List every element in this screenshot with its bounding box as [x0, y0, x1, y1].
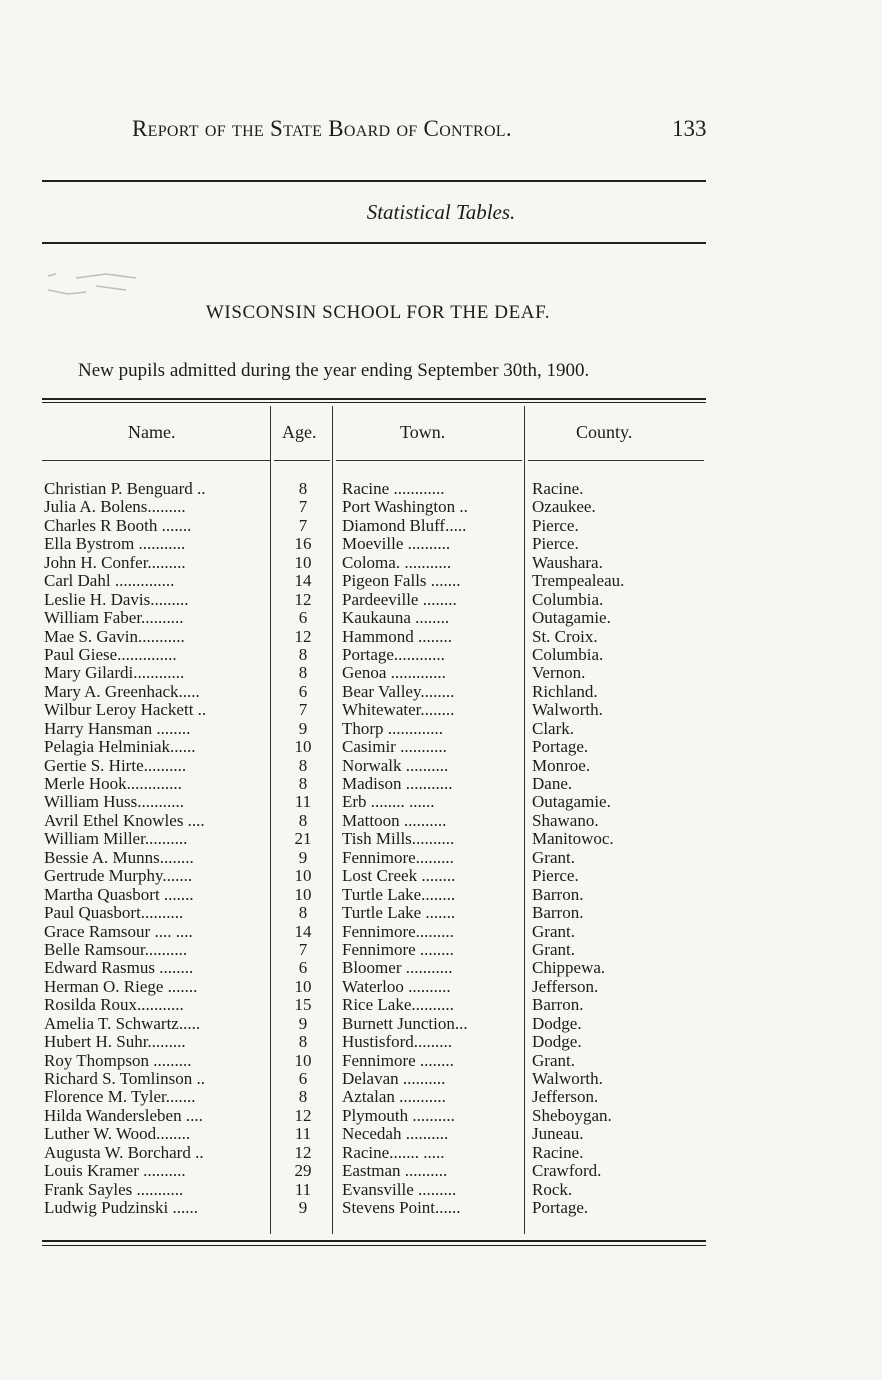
- institution-title: WISCONSIN SCHOOL FOR THE DEAF.: [205, 302, 551, 323]
- pupil-name: Wilbur Leroy Hackett ..: [44, 700, 207, 720]
- pupil-name: William Miller..........: [44, 829, 188, 849]
- pupil-name: Charles R Booth .......: [44, 515, 192, 535]
- pupil-name: Augusta W. Borchard ..: [44, 1142, 204, 1162]
- pupil-county: Rock.: [532, 1179, 573, 1199]
- header-underline: [274, 460, 330, 461]
- pupil-town: Norwalk ..........: [342, 755, 449, 775]
- pupil-town: Pigeon Falls .......: [342, 571, 461, 591]
- pupil-county: Racine.: [532, 1142, 584, 1162]
- header-rule-bottom: [42, 242, 706, 244]
- pupil-name: Louis Kramer ..........: [44, 1161, 186, 1181]
- pupil-town: Racine ............: [342, 479, 445, 498]
- table-row: [42, 498, 706, 516]
- pupil-age: 6: [298, 681, 308, 701]
- pupil-age: 10: [294, 737, 312, 757]
- pupil-age: 8: [298, 1032, 308, 1052]
- pupil-county: Columbia.: [532, 644, 604, 664]
- table-top-rule: [42, 398, 706, 400]
- pupil-county: Pierce.: [532, 534, 579, 554]
- pupil-age: 7: [298, 497, 308, 517]
- pupil-name: Herman O. Riege .......: [44, 976, 198, 996]
- pupil-name: Frank Sayles ...........: [44, 1179, 184, 1199]
- table-row: [42, 959, 706, 977]
- table-row: [42, 591, 706, 609]
- pupil-name: Luther W. Wood........: [44, 1124, 191, 1144]
- pupil-county: Racine.: [532, 479, 584, 498]
- pupil-age: 14: [294, 571, 312, 591]
- pupil-age: 16: [294, 534, 312, 554]
- pupil-age: 8: [298, 1087, 308, 1107]
- pupil-county: Monroe.: [532, 755, 591, 775]
- pupil-name: Richard S. Tomlinson ..: [44, 1069, 205, 1088]
- pupil-town: Genoa .............: [342, 663, 446, 683]
- pupil-town: Turtle Lake .......: [342, 903, 456, 923]
- pupil-age: 11: [294, 1179, 312, 1199]
- pupil-town: Whitewater........: [342, 700, 455, 720]
- table-bottom-rule: [42, 1240, 706, 1242]
- pupil-town: Bear Valley........: [342, 681, 455, 701]
- pupil-county: Portage.: [532, 1198, 589, 1218]
- table-row: [42, 1052, 706, 1070]
- table-bottom-rule-2: [42, 1245, 706, 1246]
- pupil-age: 9: [298, 847, 308, 867]
- pupils-table: [42, 398, 706, 1248]
- pupil-name: Paul Giese..............: [44, 644, 177, 664]
- header-rule-top: [42, 180, 706, 182]
- pupil-name: Julia A. Bolens.........: [44, 497, 186, 517]
- table-row: [42, 1107, 706, 1125]
- pupil-town: Fennimore.........: [342, 847, 454, 867]
- table-row: [42, 923, 706, 941]
- pupil-town: Waterloo ..........: [342, 976, 451, 996]
- pupil-age: 12: [294, 1105, 312, 1125]
- pupil-age: 8: [298, 479, 308, 498]
- pupil-county: Richland.: [532, 681, 598, 701]
- table-row: [42, 738, 706, 756]
- pupil-county: St. Croix.: [532, 626, 598, 646]
- table-row: [42, 757, 706, 775]
- pupil-county: Grant.: [532, 939, 575, 959]
- pupil-age: 9: [298, 718, 308, 738]
- header-name: Name.: [128, 422, 176, 442]
- pupil-town: Hustisford.........: [342, 1032, 453, 1052]
- pupil-age: 14: [294, 921, 312, 941]
- table-row: [42, 609, 706, 627]
- pupil-town: Delavan ..........: [342, 1069, 446, 1088]
- pupil-county: Walworth.: [532, 700, 603, 720]
- pupil-name: Edward Rasmus ........: [44, 958, 194, 978]
- pupil-name: Mary Gilardi............: [44, 663, 185, 683]
- pupil-county: Ozaukee.: [532, 497, 596, 517]
- table-row: [42, 830, 706, 848]
- pupil-county: Chippewa.: [532, 958, 606, 978]
- pupil-name: Gertrude Murphy.......: [44, 866, 193, 886]
- pupil-name: Leslie H. Davis.........: [44, 589, 189, 609]
- pupil-town: Fennimore.........: [342, 921, 454, 941]
- table-row: [42, 904, 706, 922]
- pupil-town: Casimir ...........: [342, 737, 447, 757]
- pupil-county: Dodge.: [532, 1032, 582, 1052]
- pupil-county: Crawford.: [532, 1161, 602, 1181]
- ink-smudge: [46, 268, 146, 302]
- pupil-name: Paul Quasbort..........: [44, 903, 184, 923]
- pupil-county: Barron.: [532, 995, 584, 1015]
- pupil-town: Portage............: [342, 644, 445, 664]
- pupil-town: Moeville ..........: [342, 534, 451, 554]
- pupil-age: 9: [298, 1198, 308, 1218]
- table-row: [42, 572, 706, 590]
- table-row: [42, 683, 706, 701]
- pupil-age: 21: [294, 829, 312, 849]
- table-body: [42, 480, 706, 1218]
- pupil-town: Diamond Bluff.....: [342, 515, 467, 535]
- header-town: Town.: [400, 422, 446, 442]
- table-row: [42, 1088, 706, 1106]
- pupil-name: Grace Ramsour .... ....: [44, 921, 193, 941]
- table-row: [42, 720, 706, 738]
- table-row: [42, 1125, 706, 1143]
- pupil-age: 8: [298, 755, 308, 775]
- pupil-age: 12: [294, 1142, 312, 1162]
- pupil-town: Necedah ..........: [342, 1124, 449, 1144]
- pupil-age: 10: [294, 976, 312, 996]
- pupil-town: Thorp .............: [342, 718, 444, 738]
- table-row: [42, 793, 706, 811]
- pupil-county: Dane.: [532, 774, 573, 793]
- pupil-age: 11: [294, 1124, 312, 1144]
- pupil-age: 6: [298, 958, 308, 978]
- pupil-county: Walworth.: [532, 1069, 603, 1088]
- pupil-name: Avril Ethel Knowles ....: [44, 810, 205, 830]
- pupil-age: 10: [294, 552, 312, 572]
- pupil-county: Columbia.: [532, 589, 604, 609]
- pupil-town: Aztalan ...........: [342, 1087, 446, 1107]
- pupil-age: 8: [298, 644, 308, 664]
- pupil-name: Gertie S. Hirte..........: [44, 755, 187, 775]
- pupil-county: Dodge.: [532, 1013, 582, 1033]
- pupil-town: Bloomer ...........: [342, 958, 453, 978]
- pupil-county: Juneau.: [532, 1124, 584, 1144]
- table-row: [42, 628, 706, 646]
- table-row: [42, 554, 706, 572]
- pupil-town: Madison ...........: [342, 774, 453, 793]
- pupil-name: Christian P. Benguard ..: [44, 479, 206, 498]
- pupil-town: Burnett Junction...: [342, 1013, 468, 1033]
- pupil-age: 7: [298, 515, 308, 535]
- pupil-county: Manitowoc.: [532, 829, 614, 849]
- pupil-town: Fennimore ........: [342, 939, 454, 959]
- pupil-name: Martha Quasbort .......: [44, 884, 194, 904]
- pupil-county: Waushara.: [532, 552, 603, 572]
- pupil-county: Barron.: [532, 903, 584, 923]
- pupil-name: Harry Hansman ........: [44, 718, 191, 738]
- table-top-rule-thin: [42, 402, 706, 403]
- pupil-county: Pierce.: [532, 515, 579, 535]
- pupil-age: 29: [294, 1161, 312, 1181]
- section-subtitle: Statistical Tables.: [366, 200, 516, 224]
- pupil-age: 10: [294, 1050, 312, 1070]
- pupil-name: Amelia T. Schwartz.....: [44, 1013, 201, 1033]
- header-underline: [336, 460, 522, 461]
- pupil-county: Pierce.: [532, 866, 579, 886]
- pupil-county: Vernon.: [532, 663, 586, 683]
- running-title: Report of the State Board of Control.: [132, 116, 512, 141]
- pupil-name: John H. Confer.........: [44, 552, 186, 572]
- pupil-town: Erb ........ ......: [342, 792, 435, 812]
- table-row: [42, 1199, 706, 1217]
- table-row: [42, 535, 706, 553]
- table-row: [42, 1144, 706, 1162]
- pupil-county: Shawano.: [532, 810, 599, 830]
- pupil-name: Merle Hook.............: [44, 774, 182, 793]
- pupil-county: Outagamie.: [532, 792, 611, 812]
- table-row: [42, 480, 706, 498]
- pupil-name: Hilda Wandersleben ....: [44, 1105, 203, 1125]
- pupil-age: 11: [294, 792, 312, 812]
- pupil-town: Coloma. ...........: [342, 552, 452, 572]
- pupil-county: Barron.: [532, 884, 584, 904]
- header-age: Age.: [282, 422, 317, 442]
- table-row: [42, 701, 706, 719]
- pupil-town: Racine....... .....: [342, 1142, 445, 1162]
- running-header: [0, 116, 882, 152]
- page-number: 133: [672, 116, 707, 141]
- table-row: [42, 775, 706, 793]
- pupil-town: Fennimore ........: [342, 1050, 454, 1070]
- pupil-town: Mattoon ..........: [342, 810, 447, 830]
- pupil-name: Florence M. Tyler.......: [44, 1087, 196, 1107]
- pupil-county: Jefferson.: [532, 1087, 599, 1107]
- pupil-town: Tish Mills..........: [342, 829, 455, 849]
- pupil-town: Kaukauna ........: [342, 608, 450, 628]
- pupil-name: Hubert H. Suhr.........: [44, 1032, 186, 1052]
- table-row: [42, 1015, 706, 1033]
- pupil-name: William Huss...........: [44, 792, 185, 812]
- table-row: [42, 1181, 706, 1199]
- pupil-county: Grant.: [532, 847, 575, 867]
- pupil-name: Roy Thompson .........: [44, 1050, 192, 1070]
- pupil-age: 6: [298, 608, 308, 628]
- pupil-age: 8: [298, 774, 308, 793]
- pupil-town: Rice Lake..........: [342, 995, 454, 1015]
- table-row: [42, 646, 706, 664]
- pupil-county: Trempealeau.: [532, 571, 625, 591]
- table-row: [42, 517, 706, 535]
- pupil-county: Clark.: [532, 718, 575, 738]
- header-underline: [528, 460, 704, 461]
- table-row: [42, 849, 706, 867]
- pupil-town: Plymouth ..........: [342, 1105, 455, 1125]
- pupil-county: Outagamie.: [532, 608, 611, 628]
- table-caption: New pupils admitted during the year ending September 30th, 1900.: [78, 360, 590, 381]
- pupil-age: 10: [294, 866, 312, 886]
- pupil-age: 7: [298, 939, 308, 959]
- table-row: [42, 812, 706, 830]
- table-row: [42, 1162, 706, 1180]
- pupil-county: Sheboygan.: [532, 1105, 612, 1125]
- pupil-name: Mary A. Greenhack.....: [44, 681, 200, 701]
- pupil-age: 10: [294, 884, 312, 904]
- pupil-age: 9: [298, 1013, 308, 1033]
- header-underline: [42, 460, 270, 461]
- pupil-name: Mae S. Gavin...........: [44, 626, 185, 646]
- pupil-name: William Faber..........: [44, 608, 184, 628]
- pupil-county: Grant.: [532, 921, 575, 941]
- pupil-name: Carl Dahl ..............: [44, 571, 175, 591]
- pupil-age: 8: [298, 663, 308, 683]
- pupil-name: Rosilda Roux...........: [44, 995, 184, 1015]
- table-row: [42, 1033, 706, 1051]
- pupil-name: Bessie A. Munns........: [44, 847, 194, 867]
- pupil-town: Eastman ..........: [342, 1161, 448, 1181]
- pupil-age: 12: [294, 626, 312, 646]
- pupil-town: Evansville .........: [342, 1179, 457, 1199]
- table-row: [42, 978, 706, 996]
- table-row: [42, 996, 706, 1014]
- pupil-age: 8: [298, 903, 308, 923]
- table-row: [42, 1070, 706, 1088]
- header-county: County.: [576, 422, 633, 442]
- pupil-town: Hammond ........: [342, 626, 453, 646]
- pupil-age: 8: [298, 810, 308, 830]
- pupil-age: 6: [298, 1069, 308, 1088]
- pupil-age: 15: [294, 995, 312, 1015]
- pupil-town: Port Washington ..: [342, 497, 468, 517]
- pupil-town: Lost Creek ........: [342, 866, 456, 886]
- pupil-name: Ella Bystrom ...........: [44, 534, 186, 554]
- pupil-town: Stevens Point......: [342, 1198, 461, 1218]
- pupil-name: Belle Ramsour..........: [44, 939, 188, 959]
- pupil-name: Ludwig Pudzinski ......: [44, 1198, 198, 1218]
- pupil-town: Turtle Lake........: [342, 884, 456, 904]
- table-row: [42, 886, 706, 904]
- pupil-county: Grant.: [532, 1050, 575, 1070]
- pupil-age: 7: [298, 700, 308, 720]
- table-row: [42, 867, 706, 885]
- pupil-age: 12: [294, 589, 312, 609]
- table-row: [42, 664, 706, 682]
- pupil-county: Jefferson.: [532, 976, 599, 996]
- pupil-town: Pardeeville ........: [342, 589, 457, 609]
- table-row: [42, 941, 706, 959]
- pupil-name: Pelagia Helminiak......: [44, 737, 196, 757]
- pupil-county: Portage.: [532, 737, 589, 757]
